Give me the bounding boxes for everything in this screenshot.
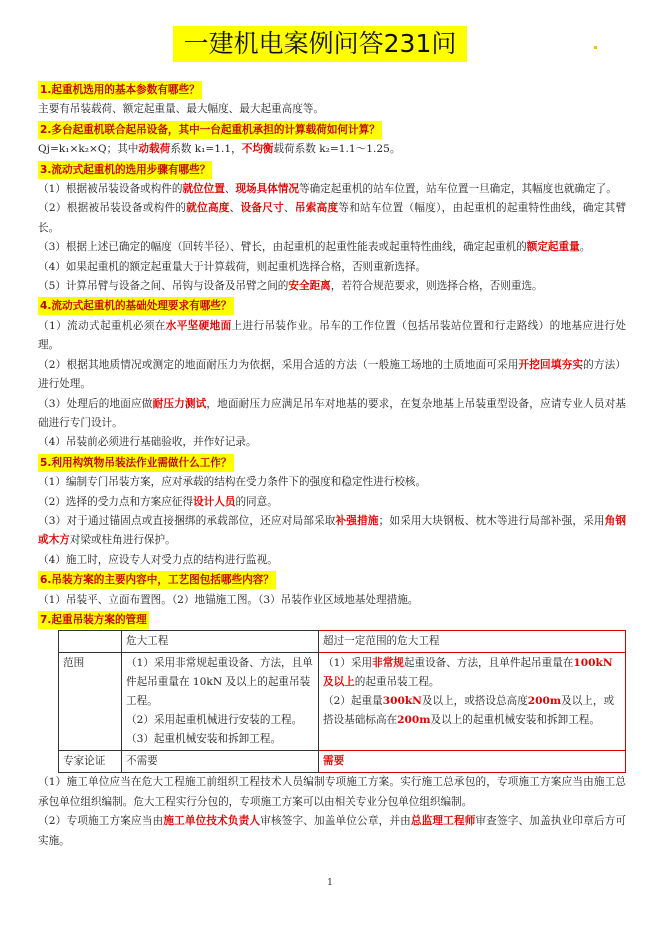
answer-3-step-5: （5）计算吊臂与设备之间、吊钩与设备及吊臂之间的安全距离，若符合规范要求，则选择合格，否则重选。 [38, 280, 543, 293]
question-7: 7.起重吊装方案的管理 [38, 611, 149, 629]
question-6: 6.吊装方案的主要内容中，工艺图包括哪些内容？ [38, 571, 276, 589]
answer-1: 主要有吊装载荷、额定起重量、最大幅度、最大起重高度等。 [38, 103, 325, 116]
table-cell: 需要 [319, 751, 626, 773]
answer-3-step-1: （1）根据被吊装设备或构件的就位位置、现场具体情况等确定起重机的站车位置，站车位置一旦确定，其幅度也就确定了。 [38, 183, 617, 196]
question-5: 5.利用构筑物吊装法作业需做什么工作？ [38, 454, 234, 472]
answer-5-step-3: （3）对于通过锚固点或直接捆绑的承载部位，还应对局部采取补强措施；如采用大块钢板、枕木等进行局部补强，采用角钢或木方对梁或柱角进行保护。 [38, 514, 627, 547]
question-3: 3.流动式起重机的选用步骤有哪些？ [38, 161, 212, 179]
table-row-label: 专家论证 [59, 751, 122, 773]
table-cell [59, 631, 122, 653]
question-1: 1.起重机选用的基本参数有哪些？ [38, 81, 202, 99]
answer-6: （1）吊装平、立面布置图。（2）地锚施工图。（3）吊装作业区域地基处理措施。 [38, 593, 419, 606]
question-4: 4.流动式起重机的基础处理要求有哪些？ [38, 297, 234, 315]
table-row-label: 范围 [59, 653, 122, 751]
lifting-plan-table [58, 630, 626, 773]
answer-5-step-1: （1）编制专门吊装方案，应对承载的结构在受力条件下的强度和稳定性进行校核。 [38, 476, 427, 489]
answer-3-step-4: （4）如果起重机的额定起重量大于计算载荷，则起重机选择合格，否则重新选择。 [38, 260, 427, 273]
document-title: 一建机电案例问答231问 [173, 26, 467, 62]
answer-3-step-3: （3）根据上述已确定的幅度（回转半径）、臂长，由起重机的起重性能表或起重特性曲线，确定起重机的额定起重量。 [38, 241, 591, 254]
answer-4-step-2: （2）根据其地质情况或测定的地面耐压力为依据，采用合适的方法（一般施工场地的土质地面可采用开挖回填夯实的方法）进行处理。 [38, 358, 627, 391]
answer-5-step-4: （4）施工时，应设专人对受力点的结构进行监视。 [38, 553, 278, 566]
table-cell: （1）采用非常规起重设备、方法，且单件起吊重量在100kN 及以上的起重吊装工程。 （2）起重量300kN及以上，或搭设总高度200m及以上，或搭设基础标高在200m及以上的起重机械安装和拆卸工程。 [319, 653, 626, 751]
answer-4-step-4: （4）吊装前必须进行基础验收，并作好记录。 [38, 436, 257, 449]
table-header-row [59, 631, 626, 653]
answer-2: Qj=k₁×k₂×Q；其中动载荷系数 k₁=1.1，不均衡载荷系数 k₂=1.1～1.25。 [38, 143, 401, 156]
note-2: （2）专项施工方案应当由施工单位技术负责人审核签字、加盖单位公章，并由总监理工程师审查签字、加盖执业印章后方可实施。 [38, 815, 627, 847]
answer-4-step-1: （1）流动式起重机必须在水平坚硬地面上进行吊装作业。吊车的工作位置（包括吊装站位置和行走路线）的地基应进行处理。 [38, 319, 626, 352]
table-row [59, 751, 626, 773]
question-2: 2.多台起重机联合起吊设备，其中一台起重机承担的计算载荷如何计算？ [38, 121, 382, 139]
page-number: 1 [327, 878, 333, 888]
document-body [38, 80, 626, 851]
note-1: （1）施工单位应当在危大工程施工前组织工程技术人员编制专项施工方案。实行施工总承包的，专项施工方案应当由施工总承包单位组织编制。危大工程实行分包的，专项施工方案可以由相关专业分包单位组织编制。 [38, 776, 626, 808]
table-cell: （1）采用非常规起重设备、方法，且单件起吊重量在 10kN 及以上的起重吊装工程。 （2）采用起重机械进行安装的工程。 （3）起重机械安装和拆卸工程。 [122, 653, 319, 751]
decorative-dot [594, 46, 597, 49]
table-row [59, 653, 626, 751]
table-header: 超过一定范围的危大工程 [319, 631, 626, 653]
answer-5-step-2: （2）选择的受力点和方案应征得设计人员的同意。 [38, 495, 278, 508]
table-cell: 不需要 [122, 751, 319, 773]
answer-3-step-2: （2）根据被吊装设备或构件的就位高度、设备尺寸、吊索高度等和站车位置（幅度），由起重机的起重特性曲线，确定其臂长。 [38, 202, 627, 234]
answer-4-step-3: （3）处理后的地面应做耐压力测试，地面耐压力应满足吊车对地基的要求，在复杂地基上吊装重型设备，应请专业人员对基础进行专门设计。 [38, 397, 627, 429]
table-header: 危大工程 [122, 631, 319, 653]
